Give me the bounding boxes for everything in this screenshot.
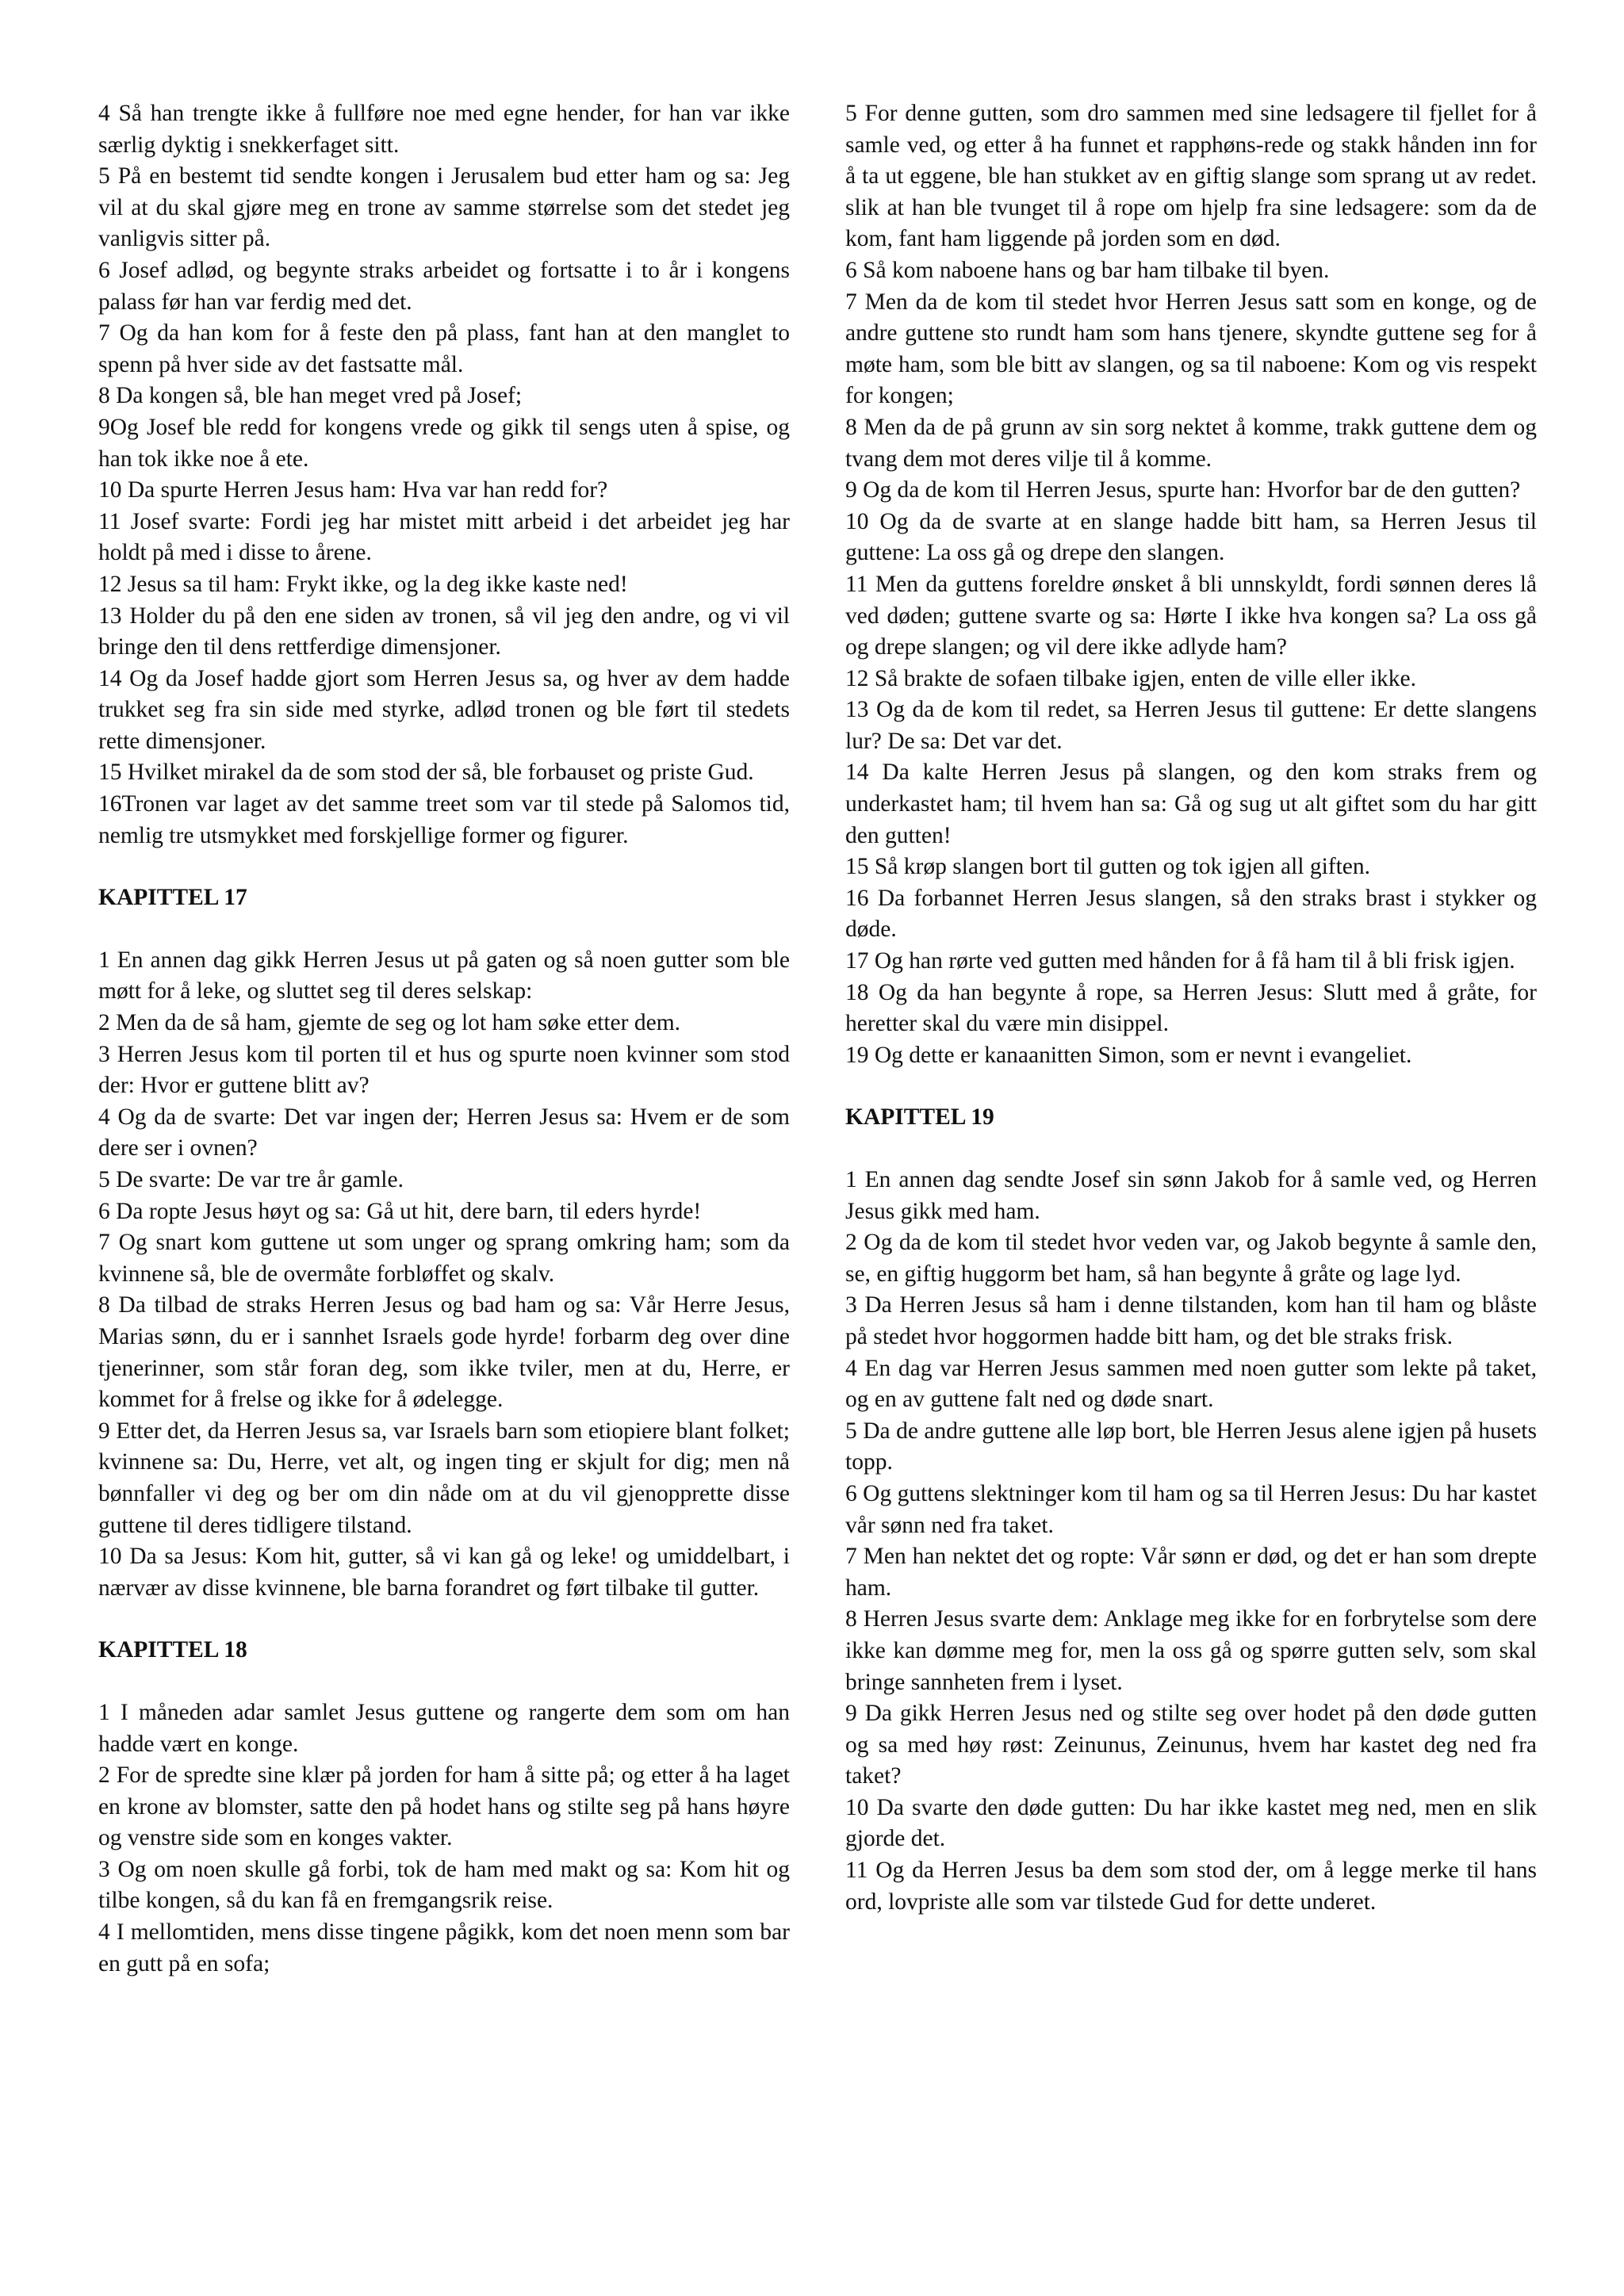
verse: 19 Og dette er kanaanitten Simon, som er nevnt i evangeliet. (845, 1042, 1412, 1068)
verse: 2 Men da de så ham, gjemte de seg og lot ham søke etter dem. (98, 1010, 681, 1036)
verse: 10 Da svarte den døde gutten: Du har ikke kastet meg ned, men en slik gjorde det. (845, 1794, 1537, 1852)
verse: 8 Men da de på grunn av sin sorg nektet å komme, trakk guttene dem og tvang dem mot deres vilje til å komme. (845, 414, 1537, 472)
chapter-18-continued-verses (845, 98, 1537, 1071)
verse: 5 Da de andre guttene alle løp bort, ble Herren Jesus alene igjen på husets topp. (845, 1418, 1537, 1475)
verse: 12 Så brakte de sofaen tilbake igjen, enten de ville eller ikke. (845, 665, 1417, 691)
verse: 10 Da spurte Herren Jesus ham: Hva var han redd for? (98, 477, 608, 503)
verse: 14 Da kalte Herren Jesus på slangen, og den kom straks frem og underkastet ham; til hvem han sa: Gå og sug ut alt giftet som du har gitt den gutten! (845, 760, 1537, 848)
verse: 15 Hvilket mirakel da de som stod der så, ble forbauset og priste Gud. (98, 760, 754, 786)
verse: 16 Da forbannet Herren Jesus slangen, så den straks brast i stykker og døde. (845, 885, 1537, 943)
verse: 11 Men da guttens foreldre ønsket å bli unnskyldt, fordi sønnen deres lå ved døden; guttene svarte og sa: Hørte I ikke hva kongen sa? La oss gå og drepe slangen; og vil dere ikke adlyde ham? (845, 571, 1537, 660)
verse: 7 Og da han kom for å feste den på plass, fant han at den manglet to spenn på hver side av det fastsatte mål. (98, 320, 790, 377)
chapter-17-heading: KAPITTEL 17 (98, 885, 247, 911)
verse: 3 Da Herren Jesus så ham i denne tilstanden, kom han til ham og blåste på stedet hvor hoggormen hadde bitt ham, og det ble straks frisk. (845, 1292, 1537, 1349)
verse: 7 Men da de kom til stedet hvor Herren Jesus satt som en konge, og de andre guttene sto rundt ham som hans tjenere, skyndte guttene seg for å møte ham, som ble bitt av slangen, og sa til naboene: Kom og vis respekt for kongen; (845, 289, 1537, 409)
verse: 2 For de spredte sine klær på jorden for ham å sitte på; og etter å ha laget en krone av blomster, satte den på hodet hans og stilte seg på hans høyre og venstre side som en konges vakter. (98, 1762, 790, 1851)
verse: 5 De svarte: De var tre år gamle. (98, 1167, 404, 1192)
verse: 1 En annen dag gikk Herren Jesus ut på gaten og så noen gutter som ble møtt for å leke, og sluttet seg til deres selskap: (98, 947, 790, 1004)
chapter-18-heading: KAPITTEL 18 (98, 1637, 247, 1663)
verse: 6 Josef adlød, og begynte straks arbeidet og fortsatte i to år i kongens palass før han var ferdig med det. (98, 257, 790, 315)
verse: 11 Og da Herren Jesus ba dem som stod der, om å legge merke til hans ord, lovpriste alle som var tilstede Gud for dette underet. (845, 1858, 1537, 1915)
verse: 9Og Josef ble redd for kongens vrede og gikk til sengs uten å spise, og han tok ikke noe å ete. (98, 414, 790, 472)
verse: 1 I måneden adar samlet Jesus guttene og rangerte dem som om han hadde vært en konge. (98, 1699, 790, 1757)
verse: 9 Etter det, da Herren Jesus sa, var Israels barn som etiopiere blant folket; kvinnene sa: Du, Herre, vet alt, og ingen ting er skjult for dig; men nå bønnfaller vi deg og ber om din nåde om at du vil gjenopprette disse guttene til deres tidligere tilstand. (98, 1418, 790, 1538)
verse: 10 Da sa Jesus: Kom hit, gutter, så vi kan gå og leke! og umiddelbart, i nærvær av disse kvinnene, ble barna forandret og ført tilbake til gutter. (98, 1544, 790, 1601)
verse: 9 Da gikk Herren Jesus ned og stilte seg over hodet på den døde gutten og sa med høy røst: Zeinunus, Zeinunus, hvem har kastet deg ned fra taket? (845, 1701, 1537, 1789)
verse: 18 Og da han begynte å rope, sa Herren Jesus: Slutt med å gråte, for heretter skal du være min disippel. (845, 979, 1537, 1037)
verse: 12 Jesus sa til ham: Frykt ikke, og la deg ikke kaste ned! (98, 571, 628, 597)
verse: 3 Og om noen skulle gå forbi, tok de ham med makt og sa: Kom hit og tilbe kongen, så du kan få en fremgangsrik reise. (98, 1856, 790, 1914)
verse: 6 Og guttens slektninger kom til ham og sa til Herren Jesus: Du har kastet vår sønn ned fra taket. (845, 1480, 1537, 1538)
verse: 6 Så kom naboene hans og bar ham tilbake til byen. (845, 257, 1330, 283)
verse: 5 På en bestemt tid sendte kongen i Jerusalem bud etter ham og sa: Jeg vil at du skal gjøre meg en trone av samme størrelse som det stedet jeg vanligvis sitter på. (98, 163, 790, 252)
verse: 4 Så han trengte ikke å fullføre noe med egne hender, for han var ikke særlig dyktig i snekkerfaget sitt. (98, 101, 790, 158)
chapter-17-verses (98, 945, 790, 1604)
verse: 10 Og da de svarte at en slange hadde bitt ham, sa Herren Jesus til guttene: La oss gå og drepe den slangen. (845, 508, 1537, 566)
verse: 17 Og han rørte ved gutten med hånden for å få ham til å bli frisk igjen. (845, 948, 1515, 974)
verse: 15 Så krøp slangen bort til gutten og tok igjen all giften. (845, 854, 1371, 880)
chapter-18-verses (98, 1697, 790, 1980)
verse: 4 I mellomtiden, mens disse tingene pågikk, kom det noen menn som bar en gutt på en sofa; (98, 1919, 790, 1976)
verse: 1 En annen dag sendte Josef sin sønn Jakob for å samle ved, og Herren Jesus gikk med ham. (845, 1167, 1537, 1224)
verse: 11 Josef svarte: Fordi jeg har mistet mitt arbeid i det arbeidet jeg har holdt på med i disse to årene. (98, 508, 790, 566)
verse: 8 Herren Jesus svarte dem: Anklage meg ikke for en forbrytelse som dere ikke kan dømme meg for, men la oss gå og spørre gutten selv, som skal bringe sannheten frem i lyset. (845, 1606, 1537, 1695)
verse: 13 Holder du på den ene siden av tronen, så vil jeg den andre, og vi vil bringe den til dens rettferdige dimensjoner. (98, 603, 790, 660)
verse: 5 For denne gutten, som dro sammen med sine ledsagere til fjellet for å samle ved, og etter å ha funnet et rapphøns-rede og stakk hånden inn for å ta ut eggene, ble han stukket av en giftig slange som sprang ut av redet. slik at han ble tvunget til å rope om hjelp fra sine ledsagere: som da de kom, fant ham liggende på jorden som en død. (845, 101, 1537, 252)
verse: 8 Da tilbad de straks Herren Jesus og bad ham og sa: Vår Herre Jesus, Marias sønn, du er i sannhet Israels gode hyrde! forbarm deg over dine tjenerinner, som står foran deg, som ikke tviler, men at du, Herre, er kommet for å frelse og ikke for å ødelegge. (98, 1292, 790, 1413)
verse: 9 Og da de kom til Herren Jesus, spurte han: Hvorfor bar de den gutten? (845, 477, 1521, 503)
verse: 6 Da ropte Jesus høyt og sa: Gå ut hit, dere barn, til eders hyrde! (98, 1198, 702, 1224)
chapter-19-verses (845, 1165, 1537, 1918)
verse: 4 Og da de svarte: Det var ingen der; Herren Jesus sa: Hvem er de som dere ser i ovnen? (98, 1104, 790, 1161)
verse: 16Tronen var laget av det samme treet som var til stede på Salomos tid, nemlig tre utsmykket med forskjellige former og figurer. (98, 791, 790, 848)
verse: 7 Og snart kom guttene ut som unger og sprang omkring ham; som da kvinnene så, ble de overmåte forbløffet og skalv. (98, 1230, 790, 1287)
verse: 3 Herren Jesus kom til porten til et hus og spurte noen kvinner som stod der: Hvor er guttene blitt av? (98, 1041, 790, 1099)
verse: 8 Da kongen så, ble han meget vred på Josef; (98, 383, 523, 409)
chapter-19-heading: KAPITTEL 19 (845, 1104, 994, 1131)
left-column (98, 98, 790, 1980)
verse: 13 Og da de kom til redet, sa Herren Jesus til guttene: Er dette slangens lur? De sa: Det var det. (845, 697, 1537, 754)
right-column (845, 98, 1537, 1918)
verse: 14 Og da Josef hadde gjort som Herren Jesus sa, og hver av dem hadde trukket seg fra sin side med styrke, adlød tronen og ble ført til stedets rette dimensjoner. (98, 665, 790, 754)
verse: 7 Men han nektet det og ropte: Vår sønn er død, og det er han som drepte ham. (845, 1544, 1537, 1601)
intro-verses (98, 98, 790, 851)
verse: 4 En dag var Herren Jesus sammen med noen gutter som lekte på taket, og en av guttene falt ned og døde snart. (845, 1355, 1537, 1413)
verse: 2 Og da de kom til stedet hvor veden var, og Jakob begynte å samle den, se, en giftig huggorm bet ham, så han begynte å gråte og lage lyd. (845, 1230, 1537, 1287)
